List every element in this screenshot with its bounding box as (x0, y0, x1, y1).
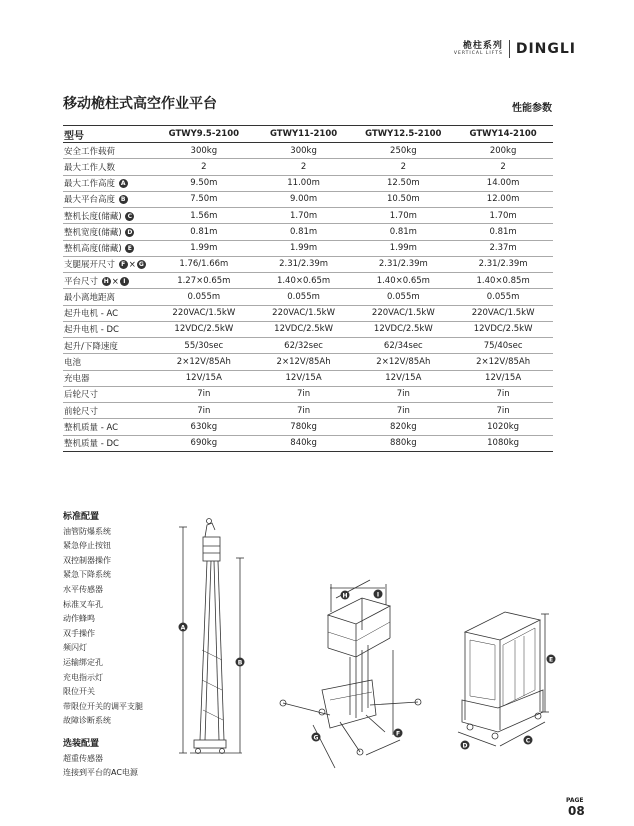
row-value: 840kg (254, 435, 354, 451)
row-label-text: 最小离地距离 (64, 292, 116, 303)
row-label-text: 前轮尺寸 (64, 406, 99, 417)
row-value: 0.055m (254, 289, 354, 305)
row-value: 1.27×0.65m (154, 273, 254, 289)
row-value: 1.99m (254, 240, 354, 256)
drawing-stowed-markers (461, 655, 556, 750)
header-model: GTWY11-2100 (254, 126, 354, 143)
row-value: 12VDC/2.5kW (453, 321, 553, 337)
row-label-text: 支腿展开尺寸 (64, 260, 116, 271)
row-value: 2.37m (453, 240, 553, 256)
row-value: 1.76/1.66m (154, 256, 254, 272)
row-value: 2×12V/85Ah (453, 354, 553, 370)
row-value: 220VAC/1.5kW (254, 305, 354, 321)
series-en: VERTICAL LIFTS (453, 51, 503, 56)
times-sign: × (128, 260, 136, 271)
standard-config-item: 紧急下降系统 (63, 570, 111, 580)
standard-config-heading: 标准配置 (63, 512, 100, 522)
row-value: 1020kg (453, 419, 553, 435)
row-value: 2×12V/85Ah (254, 354, 354, 370)
row-label-text: 起升/下降速度 (64, 341, 118, 352)
page-number: 08 (568, 804, 585, 818)
series-cn: 桅柱系列 (462, 41, 503, 51)
row-label-text: 整机高度(储藏) (64, 244, 122, 255)
row-value: 0.055m (453, 289, 553, 305)
standard-config-item: 油管防爆系统 (63, 526, 111, 536)
marker-e: E (548, 656, 554, 664)
header-model: GTWY14-2100 (453, 126, 553, 143)
row-label-text: 电池 (64, 357, 82, 368)
row-value: 7in (353, 386, 453, 402)
row-value: 9.00m (254, 191, 354, 207)
row-value: 2.31/2.39m (254, 256, 354, 272)
standard-config-item: 频闪灯 (63, 643, 87, 653)
times-sign: × (111, 276, 119, 287)
row-label-text: 最大平台高度 (64, 195, 116, 206)
row-value: 780kg (254, 419, 354, 435)
row-value: 12VDC/2.5kW (254, 321, 354, 337)
marker-b: B (237, 659, 243, 667)
standard-config-item: 水平传感器 (63, 584, 103, 594)
row-label-text: 整机宽度(储藏) (64, 227, 122, 238)
dimension-marker-icon: A (119, 179, 128, 188)
row-value: 2.31/2.39m (353, 256, 453, 272)
dimension-marker-icon: G (137, 260, 146, 269)
row-label-text: 后轮尺寸 (64, 390, 99, 401)
row-label-text: 最大工作高度 (64, 179, 116, 190)
row-value: 12V/15A (154, 370, 254, 386)
row-value: 1.70m (353, 208, 453, 224)
dimension-marker-icon: C (125, 212, 134, 221)
row-value: 62/32sec (254, 338, 354, 354)
row-value: 10.50m (353, 191, 453, 207)
row-value: 1.70m (453, 208, 553, 224)
row-value: 7in (154, 403, 254, 419)
dimension-marker-icon: H (103, 277, 109, 285)
row-value: 1.40×0.85m (453, 273, 553, 289)
standard-config-item: 双控制器操作 (63, 555, 111, 565)
row-value: 55/30sec (154, 338, 254, 354)
dimension-marker-icon: I (120, 277, 129, 286)
row-value: 0.81m (453, 224, 553, 240)
row-value: 1.40×0.65m (254, 273, 354, 289)
row-value: 0.81m (353, 224, 453, 240)
standard-config-item: 限位开关 (63, 687, 95, 697)
dimension-marker-icon: D (125, 228, 134, 237)
row-value: 2×12V/85Ah (154, 354, 254, 370)
standard-config-item: 故障诊断系统 (63, 716, 111, 726)
marker-i: I (376, 591, 380, 599)
drawing-side-view (179, 519, 244, 754)
row-value: 1080kg (453, 435, 553, 451)
row-value: 0.055m (154, 289, 254, 305)
row-value: 1.99m (154, 240, 254, 256)
standard-config-item: 带限位开关的调平支腿 (63, 701, 143, 711)
row-value: 12VDC/2.5kW (154, 321, 254, 337)
row-label-text: 起升电机 - DC (64, 325, 119, 336)
row-value: 12V/15A (353, 370, 453, 386)
row-label-text: 平台尺寸 (64, 276, 99, 287)
row-value: 690kg (154, 435, 254, 451)
page-subtitle: 性能参数 (512, 103, 552, 114)
row-value: 12.50m (353, 175, 453, 191)
row-value: 0.81m (254, 224, 354, 240)
row-value: 0.81m (154, 224, 254, 240)
marker-h: H (342, 592, 348, 600)
standard-config-item: 紧急停止按钮 (63, 541, 111, 551)
standard-config-item: 动作蜂鸣 (63, 614, 95, 624)
row-value: 12V/15A (254, 370, 354, 386)
row-value: 14.00m (453, 175, 553, 191)
row-value: 1.56m (154, 208, 254, 224)
header-model: GTWY12.5-2100 (353, 126, 453, 143)
marker-g: G (313, 734, 319, 742)
standard-config-item: 运输绑定孔 (63, 657, 103, 667)
row-value: 1.70m (254, 208, 354, 224)
row-value: 1.40×0.65m (353, 273, 453, 289)
row-value: 2.31/2.39m (453, 256, 553, 272)
marker-c: C (525, 737, 531, 745)
drawing-stowed-view (458, 612, 549, 746)
row-value: 9.50m (154, 175, 254, 191)
optional-config-item: 超重传感器 (63, 753, 103, 763)
row-value: 7in (353, 403, 453, 419)
marker-d: D (462, 742, 468, 750)
row-value: 220VAC/1.5kW (353, 305, 453, 321)
row-value: 0.055m (353, 289, 453, 305)
row-label-text: 整机长度(储藏) (64, 211, 122, 222)
row-value: 7in (453, 403, 553, 419)
drawing-outrigger-view (280, 580, 421, 768)
dimension-marker-icon: F (119, 260, 128, 269)
row-label-text: 整机质量 - AC (64, 422, 119, 433)
row-value: 300kg (254, 143, 354, 159)
marker-f: F (395, 730, 401, 738)
row-value: 200kg (453, 143, 553, 159)
page-title: 移动桅柱式高空作业平台 (63, 96, 217, 112)
marker-a: A (180, 624, 186, 632)
row-value: 630kg (154, 419, 254, 435)
header-model: GTWY9.5-2100 (154, 126, 254, 143)
row-label-text: 安全工作载荷 (64, 146, 116, 157)
row-label-text: 最大工作人数 (64, 162, 116, 173)
row-value: 7.50m (154, 191, 254, 207)
dimension-marker-icon: B (119, 195, 128, 204)
row-value: 12V/15A (453, 370, 553, 386)
brand-logo: DINGLI (515, 41, 576, 57)
standard-config-item: 充电指示灯 (63, 672, 103, 682)
header-label: 型号 (63, 126, 154, 143)
row-label-text: 起升电机 - AC (64, 309, 119, 320)
drawing-side-markers (179, 623, 245, 667)
standard-config-item: 标准叉车孔 (63, 599, 103, 609)
dimension-marker-icon: E (125, 244, 134, 253)
row-value: 300kg (154, 143, 254, 159)
row-value: 62/34sec (353, 338, 453, 354)
row-value: 880kg (353, 435, 453, 451)
row-value: 2 (453, 159, 553, 175)
optional-config-item: 连接到平台的AC电源 (63, 768, 138, 778)
row-value: 2 (353, 159, 453, 175)
row-value: 75/40sec (453, 338, 553, 354)
row-value: 820kg (353, 419, 453, 435)
row-value: 2 (154, 159, 254, 175)
row-value: 7in (254, 403, 354, 419)
row-value: 7in (154, 386, 254, 402)
row-value: 2 (254, 159, 354, 175)
page-label: PAGE (566, 797, 584, 804)
optional-config-heading: 选装配置 (63, 739, 100, 749)
standard-config-item: 双手操作 (63, 628, 95, 638)
row-value: 250kg (353, 143, 453, 159)
row-value: 1.99m (353, 240, 453, 256)
row-value: 220VAC/1.5kW (453, 305, 553, 321)
row-value: 12.00m (453, 191, 553, 207)
row-label-text: 充电器 (64, 374, 90, 385)
row-value: 2×12V/85Ah (353, 354, 453, 370)
row-value: 11.00m (254, 175, 354, 191)
row-value: 7in (453, 386, 553, 402)
row-value: 12VDC/2.5kW (353, 321, 453, 337)
row-value: 7in (254, 386, 354, 402)
drawing-outrigger-markers (312, 590, 403, 742)
row-label-text: 整机质量 - DC (64, 439, 119, 450)
row-value: 220VAC/1.5kW (154, 305, 254, 321)
